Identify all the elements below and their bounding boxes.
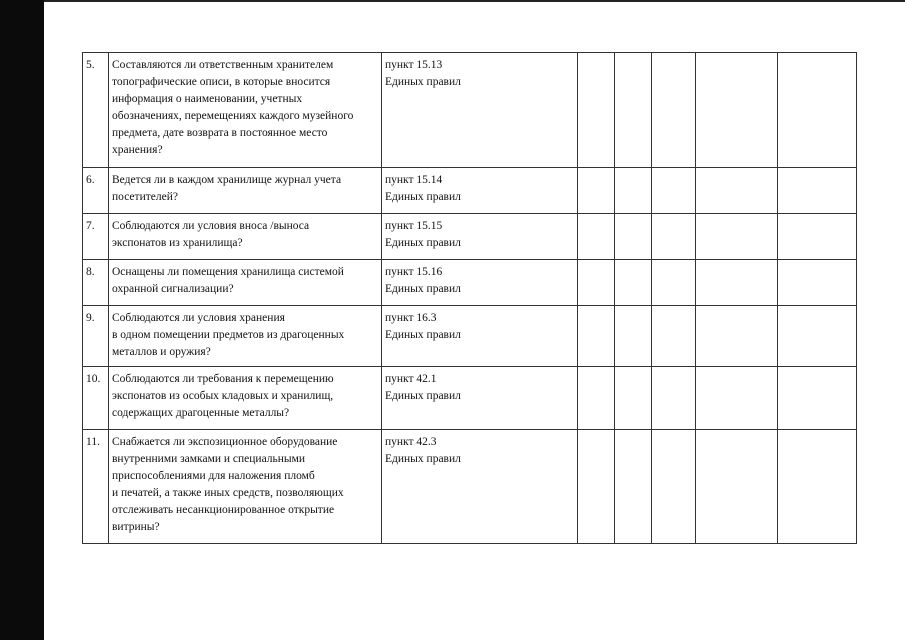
question-text: Составляются ли ответственным хранителем топографические описи, в которые вносится информация о наименовании, учетных обозначениях, перемещениях каждого музейного предмета, дате возврата в постоянное место хранения?	[109, 53, 382, 168]
answer-cell-details[interactable]	[696, 168, 778, 214]
answer-cell-not-applicable[interactable]	[652, 260, 696, 306]
answer-cell-not-applicable[interactable]	[652, 367, 696, 430]
answer-cell-no[interactable]	[615, 260, 652, 306]
legal-reference: пункт 15.13 Единых правил	[382, 53, 578, 168]
answer-cell-details[interactable]	[696, 214, 778, 260]
legal-reference: пункт 16.3 Единых правил	[382, 306, 578, 367]
answer-cell-details[interactable]	[696, 53, 778, 168]
legal-reference: пункт 15.16 Единых правил	[382, 260, 578, 306]
table-row	[83, 260, 857, 306]
scan-dark-edge	[0, 0, 44, 640]
table-row	[83, 367, 857, 430]
table-row	[83, 306, 857, 367]
answer-cell-details[interactable]	[696, 260, 778, 306]
answer-cell-no[interactable]	[615, 53, 652, 168]
answer-cell-details[interactable]	[696, 367, 778, 430]
answer-cell-yes[interactable]	[578, 367, 615, 430]
row-number: 5.	[83, 53, 109, 168]
scan-top-edge	[44, 0, 905, 2]
answer-cell-notes[interactable]	[778, 430, 857, 544]
answer-cell-yes[interactable]	[578, 214, 615, 260]
question-text: Ведется ли в каждом хранилище журнал учета посетителей?	[109, 168, 382, 214]
answer-cell-no[interactable]	[615, 168, 652, 214]
answer-cell-details[interactable]	[696, 430, 778, 544]
answer-cell-not-applicable[interactable]	[652, 168, 696, 214]
legal-reference: пункт 15.15 Единых правил	[382, 214, 578, 260]
legal-reference: пункт 42.1 Единых правил	[382, 367, 578, 430]
legal-reference: пункт 42.3 Единых правил	[382, 430, 578, 544]
answer-cell-notes[interactable]	[778, 260, 857, 306]
legal-reference: пункт 15.14 Единых правил	[382, 168, 578, 214]
row-number: 9.	[83, 306, 109, 367]
row-number: 7.	[83, 214, 109, 260]
table-row	[83, 53, 857, 168]
answer-cell-not-applicable[interactable]	[652, 306, 696, 367]
answer-cell-no[interactable]	[615, 367, 652, 430]
table-row	[83, 214, 857, 260]
answer-cell-details[interactable]	[696, 306, 778, 367]
question-text: Соблюдаются ли требования к перемещению экспонатов из особых кладовых и хранилищ, содержащих драгоценные металлы?	[109, 367, 382, 430]
answer-cell-yes[interactable]	[578, 168, 615, 214]
row-number: 8.	[83, 260, 109, 306]
table-row	[83, 168, 857, 214]
answer-cell-no[interactable]	[615, 214, 652, 260]
answer-cell-notes[interactable]	[778, 214, 857, 260]
answer-cell-notes[interactable]	[778, 367, 857, 430]
checklist-table	[82, 52, 857, 544]
answer-cell-yes[interactable]	[578, 260, 615, 306]
table-row	[83, 430, 857, 544]
answer-cell-not-applicable[interactable]	[652, 214, 696, 260]
question-text: Оснащены ли помещения хранилища системой охранной сигнализации?	[109, 260, 382, 306]
answer-cell-no[interactable]	[615, 306, 652, 367]
answer-cell-not-applicable[interactable]	[652, 430, 696, 544]
answer-cell-notes[interactable]	[778, 306, 857, 367]
answer-cell-no[interactable]	[615, 430, 652, 544]
question-text: Соблюдаются ли условия вноса /выноса экспонатов из хранилища?	[109, 214, 382, 260]
answer-cell-yes[interactable]	[578, 430, 615, 544]
row-number: 11.	[83, 430, 109, 544]
question-text: Соблюдаются ли условия хранения в одном помещении предметов из драгоценных металлов и оружия?	[109, 306, 382, 367]
question-text: Снабжается ли экспозиционное оборудование внутренними замками и специальными приспособлениями для наложения пломб и печатей, а также иных средств, позволяющих отслеживать несанкционированное открытие витрины?	[109, 430, 382, 544]
answer-cell-notes[interactable]	[778, 168, 857, 214]
row-number: 6.	[83, 168, 109, 214]
answer-cell-yes[interactable]	[578, 306, 615, 367]
answer-cell-notes[interactable]	[778, 53, 857, 168]
answer-cell-yes[interactable]	[578, 53, 615, 168]
row-number: 10.	[83, 367, 109, 430]
answer-cell-not-applicable[interactable]	[652, 53, 696, 168]
